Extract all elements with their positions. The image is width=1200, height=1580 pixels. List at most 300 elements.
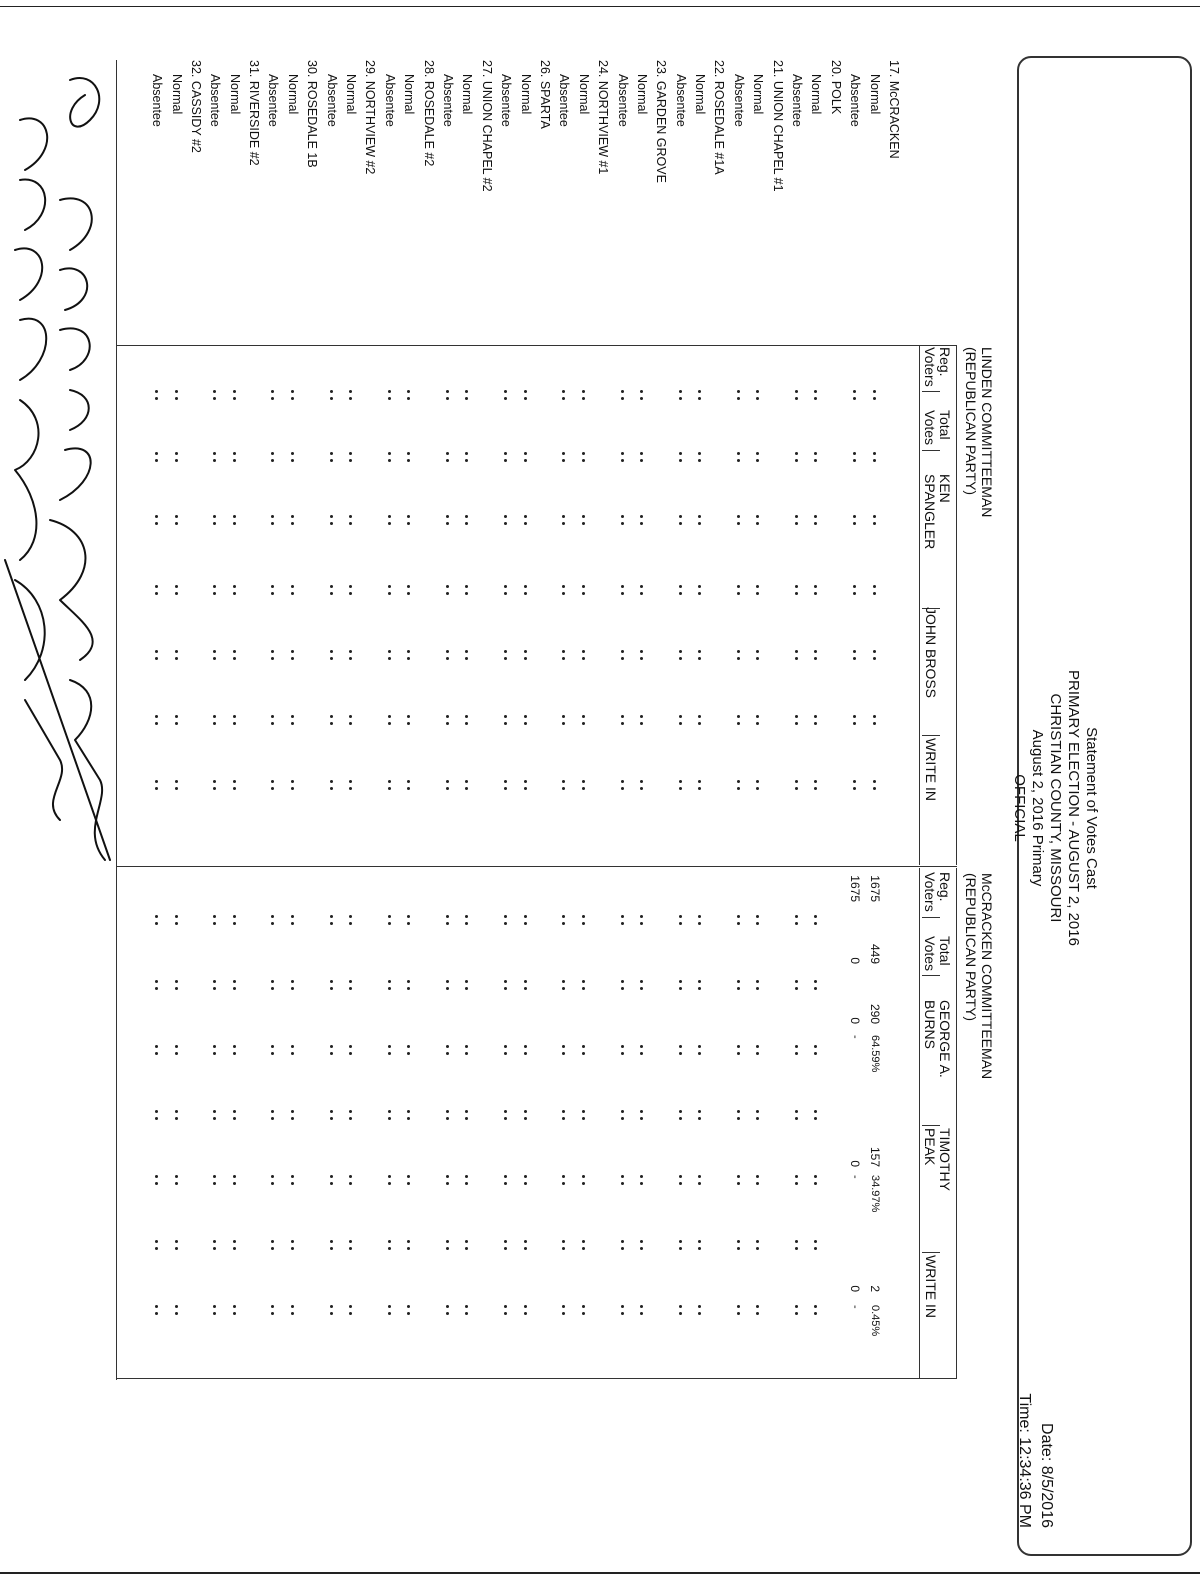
empty-value-dot xyxy=(349,980,352,983)
empty-value-dot xyxy=(155,922,158,925)
empty-value-dot xyxy=(756,787,759,790)
report-header-box xyxy=(1011,56,1192,1556)
empty-value-dot xyxy=(756,1247,759,1250)
empty-value-dot xyxy=(465,1305,468,1308)
empty-value-dot xyxy=(795,787,798,790)
empty-value-dot xyxy=(213,1045,216,1048)
empty-value-dot xyxy=(640,657,643,660)
empty-value-dot xyxy=(582,452,585,455)
empty-value-dot xyxy=(446,459,449,462)
empty-value-dot xyxy=(679,722,682,725)
empty-value-dot xyxy=(407,452,410,455)
empty-value-dot xyxy=(175,1052,178,1055)
empty-value-dot xyxy=(291,1175,294,1178)
empty-value-dot xyxy=(814,657,817,660)
empty-value-dot xyxy=(175,1110,178,1113)
empty-value-dot xyxy=(446,722,449,725)
empty-value-dot xyxy=(562,1052,565,1055)
empty-value-dot xyxy=(698,787,701,790)
empty-value-dot xyxy=(233,922,236,925)
empty-value-dot xyxy=(446,650,449,653)
empty-value-dot xyxy=(582,1110,585,1113)
empty-value-dot xyxy=(756,780,759,783)
empty-value-dot xyxy=(504,787,507,790)
empty-value-dot xyxy=(679,1175,682,1178)
precinct-label: Normal xyxy=(227,74,242,115)
empty-value-dot xyxy=(814,1110,817,1113)
empty-value-dot xyxy=(272,397,275,400)
empty-value-dot xyxy=(582,787,585,790)
precinct-subrow xyxy=(147,60,166,1120)
empty-value-dot xyxy=(679,522,682,525)
empty-value-dot xyxy=(388,715,391,718)
empty-value-dot xyxy=(155,390,158,393)
empty-value-dot xyxy=(679,397,682,400)
mccracken-header-underline xyxy=(919,868,920,1378)
empty-value-dot xyxy=(562,1175,565,1178)
empty-value-dot xyxy=(465,1247,468,1250)
empty-value-dot xyxy=(756,1312,759,1315)
empty-value-dot xyxy=(853,397,856,400)
empty-value-dot xyxy=(272,722,275,725)
precinct-header-row xyxy=(360,60,379,1120)
empty-value-dot xyxy=(213,780,216,783)
empty-value-dot xyxy=(814,397,817,400)
mc-writein-votes: 0 xyxy=(848,1285,863,1292)
mc-total-votes: 449 xyxy=(867,943,882,964)
precinct-subrow xyxy=(632,60,651,1120)
empty-value-dot xyxy=(155,1305,158,1308)
empty-value-dot xyxy=(465,1052,468,1055)
empty-value-dot xyxy=(213,657,216,660)
empty-value-dot xyxy=(330,922,333,925)
empty-value-dot xyxy=(814,722,817,725)
empty-value-dot xyxy=(213,1052,216,1055)
empty-value-dot xyxy=(814,459,817,462)
empty-value-dot xyxy=(737,1117,740,1120)
empty-value-dot xyxy=(621,1052,624,1055)
empty-value-dot xyxy=(582,650,585,653)
empty-value-dot xyxy=(621,459,624,462)
empty-value-dot xyxy=(814,515,817,518)
empty-value-dot xyxy=(213,980,216,983)
empty-value-dot xyxy=(272,1045,275,1048)
empty-value-dot xyxy=(524,452,527,455)
empty-value-dot xyxy=(737,1305,740,1308)
precinct-header-row xyxy=(418,60,437,1120)
mccracken-write-in-header: WRITE IN xyxy=(923,1255,939,1318)
empty-value-dot xyxy=(504,980,507,983)
empty-value-dot xyxy=(233,1305,236,1308)
precinct-label: Normal xyxy=(285,74,300,115)
empty-value-dot xyxy=(233,390,236,393)
empty-value-dot xyxy=(504,522,507,525)
empty-value-dot xyxy=(407,1110,410,1113)
empty-value-dot xyxy=(795,459,798,462)
empty-value-dot xyxy=(213,397,216,400)
empty-value-dot xyxy=(233,650,236,653)
empty-value-dot xyxy=(524,1312,527,1315)
empty-value-dot xyxy=(155,915,158,918)
empty-value-dot xyxy=(621,585,624,588)
empty-value-dot xyxy=(698,1117,701,1120)
empty-value-dot xyxy=(524,722,527,725)
empty-value-dot xyxy=(388,515,391,518)
precinct-subrow xyxy=(573,60,592,1120)
empty-value-dot xyxy=(562,522,565,525)
empty-value-dot xyxy=(562,397,565,400)
empty-value-dot xyxy=(853,515,856,518)
mc-writein-percent: 0.45% xyxy=(868,1305,881,1337)
empty-value-dot xyxy=(291,715,294,718)
precinct-label: Absentee xyxy=(208,74,223,127)
mc-peak-votes: 157 xyxy=(867,1146,882,1167)
empty-value-dot xyxy=(330,459,333,462)
empty-value-dot xyxy=(407,980,410,983)
empty-value-dot xyxy=(621,1312,624,1315)
empty-value-dot xyxy=(524,1110,527,1113)
empty-value-dot xyxy=(272,1312,275,1315)
empty-value-dot xyxy=(562,915,565,918)
empty-value-dot xyxy=(679,515,682,518)
empty-value-dot xyxy=(679,1052,682,1055)
empty-value-dot xyxy=(698,1110,701,1113)
empty-value-dot xyxy=(407,650,410,653)
empty-value-dot xyxy=(582,1052,585,1055)
empty-value-dot xyxy=(349,592,352,595)
empty-value-dot xyxy=(582,515,585,518)
empty-value-dot xyxy=(291,915,294,918)
empty-value-dot xyxy=(175,650,178,653)
empty-value-dot xyxy=(582,522,585,525)
empty-value-dot xyxy=(272,1117,275,1120)
empty-value-dot xyxy=(582,1312,585,1315)
precinct-header-row xyxy=(651,60,670,1120)
empty-value-dot xyxy=(349,1052,352,1055)
empty-value-dot xyxy=(698,522,701,525)
precinct-label: Absentee xyxy=(731,74,746,127)
empty-value-dot xyxy=(446,1175,449,1178)
empty-value-dot xyxy=(233,715,236,718)
empty-value-dot xyxy=(562,980,565,983)
empty-value-dot xyxy=(640,1110,643,1113)
empty-value-dot xyxy=(524,1052,527,1055)
empty-value-dot xyxy=(233,452,236,455)
empty-value-dot xyxy=(330,1110,333,1113)
empty-value-dot xyxy=(272,980,275,983)
empty-value-dot xyxy=(291,1182,294,1185)
empty-value-dot xyxy=(504,452,507,455)
empty-value-dot xyxy=(562,515,565,518)
empty-value-dot xyxy=(873,452,876,455)
empty-value-dot xyxy=(679,780,682,783)
empty-value-dot xyxy=(698,1175,701,1178)
empty-value-dot xyxy=(446,390,449,393)
empty-value-dot xyxy=(291,987,294,990)
empty-value-dot xyxy=(562,585,565,588)
empty-value-dot xyxy=(233,657,236,660)
empty-value-dot xyxy=(698,915,701,918)
precinct-label: 31. RIVERSIDE #2 xyxy=(247,60,262,166)
empty-value-dot xyxy=(233,1052,236,1055)
empty-value-dot xyxy=(388,1117,391,1120)
empty-value-dot xyxy=(213,722,216,725)
precinct-subrow xyxy=(166,60,185,1120)
empty-value-dot xyxy=(330,585,333,588)
empty-value-dot xyxy=(756,1182,759,1185)
empty-value-dot xyxy=(330,1240,333,1243)
empty-value-dot xyxy=(756,515,759,518)
empty-value-dot xyxy=(621,780,624,783)
precinct-header-row xyxy=(884,60,903,1120)
empty-value-dot xyxy=(621,650,624,653)
empty-value-dot xyxy=(698,452,701,455)
empty-value-dot xyxy=(756,1175,759,1178)
empty-value-dot xyxy=(349,397,352,400)
empty-value-dot xyxy=(679,1240,682,1243)
election-name: PRIMARY ELECTION - AUGUST 2, 2016 xyxy=(1065,670,1082,946)
empty-value-dot xyxy=(349,657,352,660)
empty-value-dot xyxy=(562,715,565,718)
official-label: OFFICIAL xyxy=(1011,774,1028,842)
empty-value-dot xyxy=(155,1182,158,1185)
empty-value-dot xyxy=(272,585,275,588)
empty-value-dot xyxy=(349,1312,352,1315)
empty-value-dot xyxy=(640,915,643,918)
mc-peak-votes: 0 xyxy=(848,1160,863,1167)
empty-value-dot xyxy=(213,787,216,790)
empty-value-dot xyxy=(524,1045,527,1048)
empty-value-dot xyxy=(582,1045,585,1048)
empty-value-dot xyxy=(853,592,856,595)
empty-value-dot xyxy=(621,1182,624,1185)
empty-value-dot xyxy=(330,397,333,400)
precinct-header-row xyxy=(535,60,554,1120)
empty-value-dot xyxy=(291,1312,294,1315)
empty-value-dot xyxy=(349,1182,352,1185)
empty-value-dot xyxy=(446,397,449,400)
empty-value-dot xyxy=(562,459,565,462)
empty-value-dot xyxy=(446,1182,449,1185)
precinct-label: 20. POLK xyxy=(828,60,843,115)
empty-value-dot xyxy=(562,650,565,653)
empty-value-dot xyxy=(524,657,527,660)
empty-value-dot xyxy=(756,585,759,588)
precinct-subrow xyxy=(864,60,883,1337)
empty-value-dot xyxy=(349,650,352,653)
empty-value-dot xyxy=(621,1045,624,1048)
empty-value-dot xyxy=(388,592,391,595)
empty-value-dot xyxy=(640,522,643,525)
empty-value-dot xyxy=(388,1052,391,1055)
empty-value-dot xyxy=(873,787,876,790)
mc-total-votes: 0 xyxy=(848,957,863,964)
empty-value-dot xyxy=(814,1117,817,1120)
empty-value-dot xyxy=(291,1045,294,1048)
empty-value-dot xyxy=(504,657,507,660)
empty-value-dot xyxy=(175,1247,178,1250)
empty-value-dot xyxy=(388,987,391,990)
empty-value-dot xyxy=(388,650,391,653)
empty-value-dot xyxy=(465,980,468,983)
empty-value-dot xyxy=(465,452,468,455)
empty-value-dot xyxy=(582,592,585,595)
empty-value-dot xyxy=(213,1240,216,1243)
empty-value-dot xyxy=(465,1312,468,1315)
empty-value-dot xyxy=(504,585,507,588)
empty-value-dot xyxy=(330,987,333,990)
empty-value-dot xyxy=(233,722,236,725)
empty-value-dot xyxy=(795,1305,798,1308)
empty-value-dot xyxy=(698,397,701,400)
empty-value-dot xyxy=(737,1175,740,1178)
empty-value-dot xyxy=(562,722,565,725)
empty-value-dot xyxy=(621,1117,624,1120)
empty-value-dot xyxy=(679,592,682,595)
empty-value-dot xyxy=(272,787,275,790)
empty-value-dot xyxy=(291,585,294,588)
empty-value-dot xyxy=(814,1312,817,1315)
mc-writein-votes: 2 xyxy=(867,1285,882,1292)
empty-value-dot xyxy=(795,980,798,983)
empty-value-dot xyxy=(853,452,856,455)
empty-value-dot xyxy=(272,522,275,525)
empty-value-dot xyxy=(504,1052,507,1055)
empty-value-dot xyxy=(155,1117,158,1120)
empty-value-dot xyxy=(582,585,585,588)
empty-value-dot xyxy=(737,459,740,462)
empty-value-dot xyxy=(873,515,876,518)
empty-value-dot xyxy=(873,522,876,525)
empty-value-dot xyxy=(330,1247,333,1250)
precinct-label: 32. CASSIDY #2 xyxy=(188,60,203,153)
empty-value-dot xyxy=(814,1182,817,1185)
empty-value-dot xyxy=(175,459,178,462)
empty-value-dot xyxy=(465,722,468,725)
empty-value-dot xyxy=(272,592,275,595)
empty-value-dot xyxy=(562,1110,565,1113)
empty-value-dot xyxy=(388,1247,391,1250)
empty-value-dot xyxy=(504,722,507,725)
empty-value-dot xyxy=(582,715,585,718)
empty-value-dot xyxy=(756,650,759,653)
empty-value-dot xyxy=(213,390,216,393)
empty-value-dot xyxy=(698,922,701,925)
empty-value-dot xyxy=(213,452,216,455)
empty-value-dot xyxy=(524,715,527,718)
empty-value-dot xyxy=(698,780,701,783)
empty-value-dot xyxy=(213,522,216,525)
empty-value-dot xyxy=(679,715,682,718)
empty-value-dot xyxy=(213,915,216,918)
empty-value-dot xyxy=(679,459,682,462)
empty-value-dot xyxy=(795,657,798,660)
empty-value-dot xyxy=(698,987,701,990)
empty-value-dot xyxy=(465,650,468,653)
empty-value-dot xyxy=(621,1305,624,1308)
empty-value-dot xyxy=(349,459,352,462)
empty-value-dot xyxy=(640,1247,643,1250)
mccracken-timothy-peak-header: TIMOTHY PEAK xyxy=(922,1128,953,1191)
empty-value-dot xyxy=(756,1045,759,1048)
precinct-label: 29. NORTHVIEW #2 xyxy=(363,60,378,175)
empty-value-dot xyxy=(465,1045,468,1048)
empty-value-dot xyxy=(504,1110,507,1113)
empty-value-dot xyxy=(504,1240,507,1243)
empty-value-dot xyxy=(446,715,449,718)
empty-value-dot xyxy=(175,522,178,525)
empty-value-dot xyxy=(524,915,527,918)
empty-value-dot xyxy=(524,585,527,588)
empty-value-dot xyxy=(679,1247,682,1250)
empty-value-dot xyxy=(562,987,565,990)
empty-value-dot xyxy=(582,1305,585,1308)
empty-value-dot xyxy=(562,1305,565,1308)
empty-value-dot xyxy=(640,715,643,718)
empty-value-dot xyxy=(621,987,624,990)
empty-value-dot xyxy=(562,922,565,925)
empty-value-dot xyxy=(562,1117,565,1120)
empty-value-dot xyxy=(213,515,216,518)
empty-value-dot xyxy=(349,715,352,718)
right-divider xyxy=(117,1378,957,1379)
empty-value-dot xyxy=(737,915,740,918)
empty-value-dot xyxy=(349,787,352,790)
linden-write-in-header: WRITE IN xyxy=(923,738,939,801)
mc-burns-votes: 290 xyxy=(867,1003,882,1024)
precinct-label: 26. SPARTA xyxy=(537,60,552,129)
precinct-table xyxy=(147,60,903,1337)
empty-value-dot xyxy=(679,922,682,925)
empty-value-dot xyxy=(756,390,759,393)
empty-value-dot xyxy=(155,980,158,983)
empty-value-dot xyxy=(155,1247,158,1250)
empty-value-dot xyxy=(465,922,468,925)
empty-value-dot xyxy=(524,787,527,790)
empty-value-dot xyxy=(814,987,817,990)
empty-value-dot xyxy=(388,1240,391,1243)
empty-value-dot xyxy=(873,650,876,653)
report-date: Date: 8/5/2016 xyxy=(1038,1423,1055,1528)
empty-value-dot xyxy=(155,452,158,455)
empty-value-dot xyxy=(330,1305,333,1308)
precinct-subrow xyxy=(399,60,418,1120)
empty-value-dot xyxy=(272,1247,275,1250)
empty-value-dot xyxy=(524,459,527,462)
empty-value-dot xyxy=(853,787,856,790)
empty-value-dot xyxy=(213,1312,216,1315)
empty-value-dot xyxy=(291,1110,294,1113)
empty-value-dot xyxy=(291,1247,294,1250)
empty-value-dot xyxy=(175,1312,178,1315)
empty-value-dot xyxy=(233,1312,236,1315)
empty-value-dot xyxy=(873,585,876,588)
empty-value-dot xyxy=(407,1045,410,1048)
empty-value-dot xyxy=(582,1117,585,1120)
empty-value-dot xyxy=(814,650,817,653)
empty-value-dot xyxy=(640,722,643,725)
empty-value-dot xyxy=(873,397,876,400)
empty-value-dot xyxy=(233,1175,236,1178)
empty-value-dot xyxy=(407,987,410,990)
empty-value-dot xyxy=(446,592,449,595)
empty-value-dot xyxy=(465,1182,468,1185)
empty-value-dot xyxy=(621,922,624,925)
empty-value-dot xyxy=(814,585,817,588)
empty-value-dot xyxy=(388,452,391,455)
empty-value-dot xyxy=(621,592,624,595)
empty-value-dot xyxy=(795,592,798,595)
